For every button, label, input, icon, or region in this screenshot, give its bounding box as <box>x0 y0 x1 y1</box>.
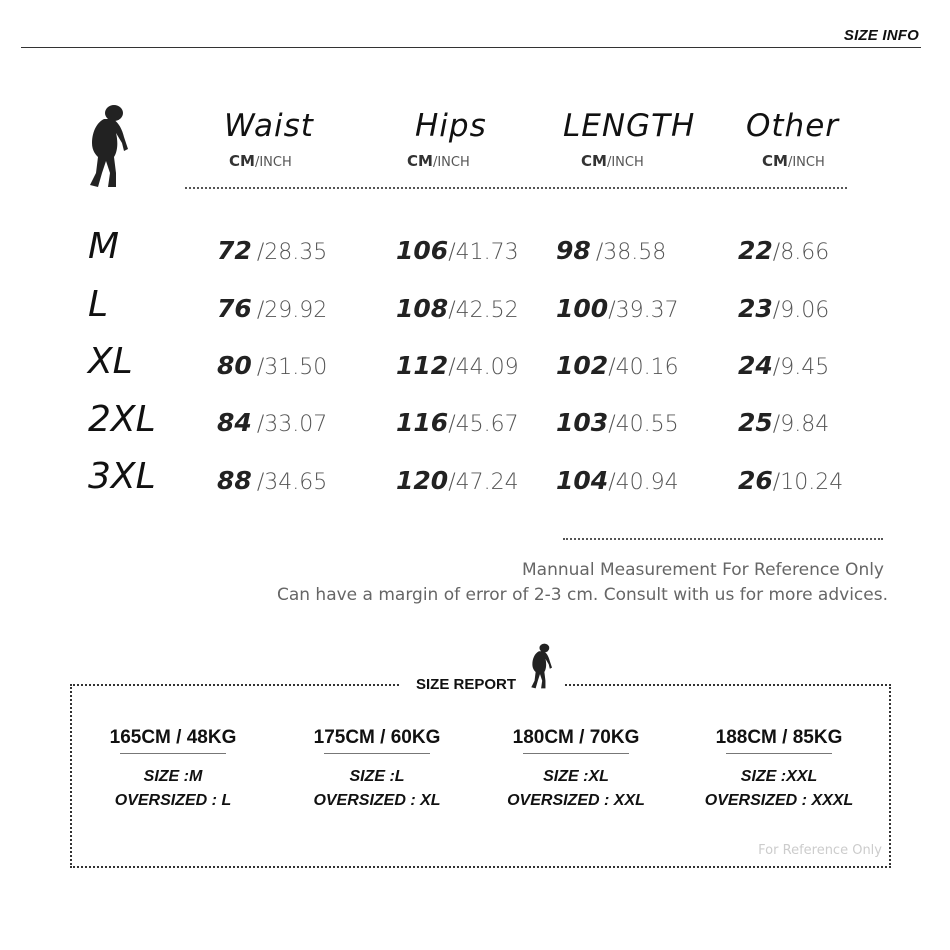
size-label-l: L <box>88 284 109 325</box>
size-label-2xl: 2XL <box>88 399 156 440</box>
cm-value: 80 <box>217 351 252 380</box>
report-height-weight: 165CM / 48KG <box>109 727 237 748</box>
column-unit-hips <box>407 152 470 170</box>
inch-value: /40.94 <box>608 470 679 495</box>
report-oversized: OVERSIZED : XXXL <box>704 792 854 809</box>
cell-3xl-length <box>556 466 679 495</box>
report-size: SIZE :XL <box>543 768 609 785</box>
report-rule <box>726 753 832 754</box>
cell-l-hips <box>396 294 519 323</box>
cm-value: 84 <box>217 408 252 437</box>
unit-cm: CM <box>407 152 433 170</box>
cell-l-length <box>556 294 679 323</box>
column-unit-length <box>581 152 644 170</box>
unit-cm: CM <box>581 152 607 170</box>
size-label-m: M <box>88 226 120 267</box>
cell-2xl-length <box>556 408 679 437</box>
report-height-weight: 180CM / 70KG <box>512 727 640 748</box>
report-item-188 <box>684 727 874 810</box>
report-rule <box>523 753 629 754</box>
cell-2xl-other <box>738 408 829 437</box>
header-dotted-divider <box>185 187 847 189</box>
margin-error-note: Can have a margin of error of 2-3 cm. Consult with us for more advices. <box>276 585 888 605</box>
report-rule <box>324 753 430 754</box>
notes-dotted-divider <box>563 538 883 540</box>
size-label-xl: XL <box>88 341 133 382</box>
inch-value: /47.24 <box>448 470 519 495</box>
column-header-hips <box>415 108 487 144</box>
cell-l-waist <box>217 294 327 323</box>
cm-value: 25 <box>738 408 773 437</box>
unit-cm: CM <box>762 152 788 170</box>
unit-inch: /INCH <box>606 155 644 170</box>
size-report-title: SIZE REPORT <box>416 676 517 693</box>
inch-value: /38.58 <box>595 240 667 265</box>
column-header-length <box>563 108 695 144</box>
cm-value: 88 <box>217 466 252 495</box>
inch-value: /41.73 <box>448 240 519 265</box>
cm-value: 106 <box>396 236 449 265</box>
inch-value: /40.16 <box>608 355 679 380</box>
report-item-165 <box>78 727 268 810</box>
standing-figure-icon <box>528 642 552 690</box>
report-oversized: OVERSIZED : L <box>114 792 232 809</box>
inch-value: /45.67 <box>448 412 519 437</box>
report-size: SIZE :L <box>349 768 405 785</box>
inch-value: /34.65 <box>256 470 328 495</box>
cell-m-waist <box>217 236 327 265</box>
cell-xl-hips <box>396 351 519 380</box>
cm-value: 22 <box>738 236 773 265</box>
unit-inch: /INCH <box>254 155 292 170</box>
size-label-3xl: 3XL <box>88 456 156 497</box>
inch-value: /44.09 <box>448 355 519 380</box>
cell-2xl-waist <box>217 408 327 437</box>
report-item-175 <box>282 727 472 810</box>
inch-value: /9.84 <box>772 412 830 437</box>
column-header-other <box>746 108 839 144</box>
cell-l-other <box>738 294 829 323</box>
report-oversized: OVERSIZED : XL <box>313 792 441 809</box>
cm-value: 102 <box>556 351 609 380</box>
cm-value: 100 <box>556 294 609 323</box>
inch-value: /8.66 <box>772 240 830 265</box>
report-height-weight: 175CM / 60KG <box>313 727 441 748</box>
inch-value: /31.50 <box>256 355 328 380</box>
cell-3xl-other <box>738 466 843 495</box>
column-unit-waist <box>229 152 292 170</box>
inch-value: /29.92 <box>256 298 328 323</box>
column-header-waist <box>224 108 314 144</box>
cm-value: 23 <box>738 294 773 323</box>
column-title: Hips <box>415 108 487 144</box>
inch-value: /9.45 <box>772 355 830 380</box>
column-title: Waist <box>224 108 314 144</box>
cm-value: 72 <box>217 236 252 265</box>
inch-value: /39.37 <box>608 298 679 323</box>
report-item-180 <box>481 727 671 810</box>
unit-inch: /INCH <box>787 155 825 170</box>
inch-value: /10.24 <box>772 470 844 495</box>
cm-value: 120 <box>396 466 449 495</box>
inch-value: /40.55 <box>608 412 679 437</box>
column-title: LENGTH <box>563 108 696 144</box>
cm-value: 116 <box>396 408 449 437</box>
measurement-note: Mannual Measurement For Reference Only <box>522 560 884 580</box>
inch-value: /33.07 <box>256 412 328 437</box>
cell-3xl-waist <box>217 466 327 495</box>
report-rule <box>120 753 226 754</box>
report-size: SIZE :XXL <box>740 768 818 785</box>
size-info-title: SIZE INFO <box>843 27 919 44</box>
cell-xl-length <box>556 351 679 380</box>
column-unit-other <box>762 152 825 170</box>
cm-value: 112 <box>396 351 449 380</box>
cm-value: 76 <box>217 294 252 323</box>
cell-3xl-hips <box>396 466 519 495</box>
header-divider <box>21 47 921 48</box>
report-footnote: For Reference Only <box>758 843 882 858</box>
report-oversized: OVERSIZED : XXL <box>507 792 645 809</box>
inch-value: /28.35 <box>256 240 328 265</box>
cm-value: 108 <box>396 294 449 323</box>
cm-value: 26 <box>738 466 773 495</box>
cm-value: 104 <box>556 466 609 495</box>
inch-value: /42.52 <box>448 298 519 323</box>
cell-xl-other <box>738 351 829 380</box>
standing-figure-icon <box>84 103 128 189</box>
cell-2xl-hips <box>396 408 519 437</box>
cm-value: 103 <box>556 408 609 437</box>
cell-m-length <box>556 236 666 265</box>
cell-m-other <box>738 236 829 265</box>
column-title: Other <box>746 108 840 144</box>
report-size: SIZE :M <box>143 768 203 785</box>
report-height-weight: 188CM / 85KG <box>715 727 843 748</box>
unit-cm: CM <box>229 152 255 170</box>
inch-value: /9.06 <box>772 298 830 323</box>
cell-xl-waist <box>217 351 327 380</box>
cm-value: 24 <box>738 351 773 380</box>
cell-m-hips <box>396 236 519 265</box>
cm-value: 98 <box>556 236 591 265</box>
unit-inch: /INCH <box>432 155 470 170</box>
